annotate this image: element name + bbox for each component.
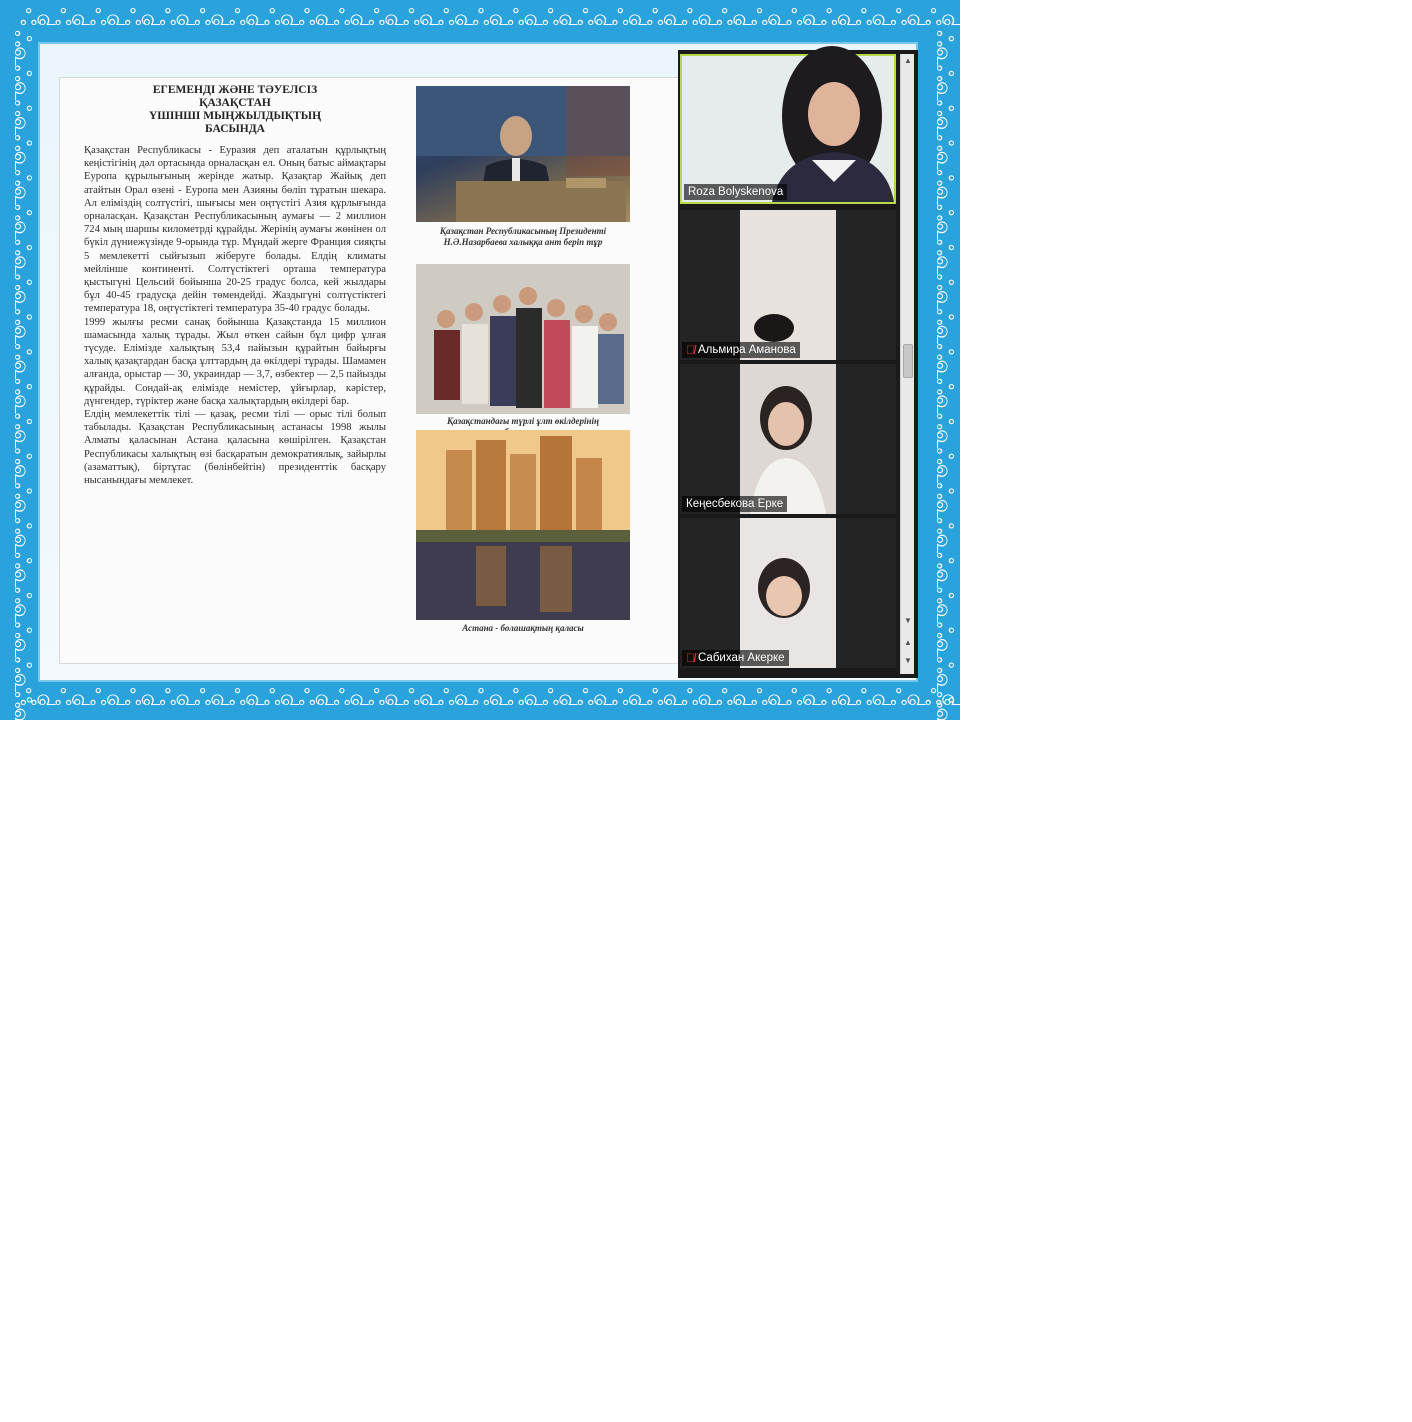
video-gallery-panel bbox=[678, 50, 918, 678]
book-text-column bbox=[60, 78, 400, 663]
participant-video bbox=[740, 364, 836, 514]
ornament-right: ஃ௳ஃ௳ஃ௳ஃ௳ஃ௳ஃ௳ஃ௳ஃ௳ஃ௳ஃ௳ஃ௳ஃ௳ஃ௳ஃ௳ஃ௳ஃ௳ஃ௳ஃ௳ஃ௳ஃ௳ஃ௳ஃ௳ஃ௳ஃ௳ஃ௳ஃ௳ஃ௳ஃ௳ஃ௳ஃ௳ஃ௳ஃ௳ஃ௳ஃ௳ஃ௳ஃ௳ஃ௳ஃ௳ஃ௳ஃ௳ bbox=[931, 30, 956, 1422]
photo-caption: Қазақстандағы түрлі ұлт өкілдерінің bbox=[447, 416, 599, 426]
participant-tile[interactable] bbox=[680, 518, 896, 668]
page-down-icon[interactable]: ▼ bbox=[904, 656, 912, 665]
president-illustration bbox=[416, 86, 630, 222]
microphone-muted-icon: 🎙̸ bbox=[686, 343, 695, 357]
shared-book-page bbox=[60, 78, 678, 663]
participant-name-tag bbox=[682, 342, 800, 358]
participant-tile[interactable] bbox=[680, 364, 896, 514]
teacher-illustration bbox=[682, 56, 894, 202]
book-body-text: Қазақстан Республикасы - Еуразия деп аталатын құрлықтың кеңістігінің дәл ортасында орналасқан ел. Оның батыс аймақтары Еуропа құрылығының жерінде жатыр. Қазақтар Жайық деп атайтын Орал өзені - Еуропа мен Азияны бөліп тұратын шекара. Ал еліміздің солтүстігі, шығысы мен оңтүстігі Азия құрлығында орналасқан. Қазақстан Республикасының аумағы — 2 миллион 724 мың шаршы километрді құрайды. Жерінің аумағы жөнінен ол бүкіл дүниежүзінде 9-орында тұр. Мұндай жерге Франция сияқты 5 мемлекетті сыйғызып жіберуге болады. Елдің климаты мейлінше континенті. Солтүстіктегі орташа температура қыстыгүні Цельсий бойынша 20-25 градус болса, кей жылдары бұл 40-45 градусқа дейін төмендейді. Жаздыгүні солтүстіктегі температура 18, оңтүстіктегі температура 35-40 градус болады. 1999 жылғы ресми санақ бойынша Қазақстанда 15 миллион шамасында халық тұрады. Жыл өткен сайын бұл цифр ұлғая түсуде. Елімізде халықтың 53,4 пайызын құрайтын байырғы халық қазақтардан басқа ұлттардың да өкілдері тұрады. Шамамен алғанда, орыстар — 30, украиндар — 3,7, өзбектер — 2,5 пайызды құрайды. Сондай-ақ елімізде немістер, ұйғырлар, кәрістер, дүнгендер, түріктер және басқа халықтардың өкілдері бар. Елдің мемлекеттік тілі — қазақ, ресми тілі — орыс тілі болып табылады. Қазақстан Республикасының астанасы 1998 жылы Алматы қаласынан Астана қаласына көшірілген. Қазақстан Республикасы халықтың өзі басқаратын демократиялық, зайырлы (азаматтық), біртұтас (бөлінбейтін) президенттік басқару нысанындағы мемлекет. bbox=[84, 145, 386, 487]
photo-caption: Астана - болашақтың қаласы bbox=[462, 623, 584, 633]
participant-name-tag bbox=[684, 184, 787, 200]
page-up-icon[interactable]: ▲ bbox=[904, 638, 912, 647]
gallery-scrollbar[interactable] bbox=[900, 54, 914, 674]
student-illustration bbox=[740, 210, 836, 360]
chevron-down-icon[interactable]: ▼ bbox=[904, 616, 912, 625]
president-photo bbox=[416, 86, 630, 222]
ornament-top: ஃ௳ஃ௳ஃ௳ஃ௳ஃ௳ஃ௳ஃ௳ஃ௳ஃ௳ஃ௳ஃ௳ஃ௳ஃ௳ஃ௳ஃ௳ஃ௳ஃ௳ஃ௳ஃ௳ஃ௳ஃ௳ஃ௳ஃ௳ஃ௳ஃ௳ஃ௳ஃ௳ஃ௳ஃ௳ஃ௳ஃ௳ஃ௳ஃ௳ஃ௳ஃ௳ஃ௳ஃ௳ஃ௳ஃ௳ஃ௳ bbox=[20, 6, 1412, 31]
student-illustration bbox=[740, 518, 836, 668]
astana-photo bbox=[416, 430, 630, 620]
microphone-muted-icon: 🎙̸ bbox=[686, 651, 695, 665]
scroll-thumb[interactable] bbox=[903, 344, 913, 378]
student-illustration bbox=[740, 364, 836, 514]
participant-video bbox=[740, 518, 836, 668]
participant-name: Альмира Аманова bbox=[698, 344, 796, 356]
participant-video bbox=[682, 56, 894, 202]
book-photo-column bbox=[408, 78, 678, 663]
participant-name: Кеңесбекова Ерке bbox=[686, 498, 784, 510]
participant-name-tag bbox=[682, 650, 789, 666]
astana-illustration bbox=[416, 430, 630, 620]
participant-tile[interactable] bbox=[680, 54, 896, 204]
children-illustration bbox=[416, 264, 630, 414]
participant-name: Roza Bolyskenova bbox=[688, 186, 784, 198]
participant-tile[interactable] bbox=[680, 210, 896, 360]
ornament-bottom: ஃ௳ஃ௳ஃ௳ஃ௳ஃ௳ஃ௳ஃ௳ஃ௳ஃ௳ஃ௳ஃ௳ஃ௳ஃ௳ஃ௳ஃ௳ஃ௳ஃ௳ஃ௳ஃ௳ஃ௳ஃ௳ஃ௳ஃ௳ஃ௳ஃ௳ஃ௳ஃ௳ஃ௳ஃ௳ஃ௳ஃ௳ஃ௳ஃ௳ஃ௳ஃ௳ஃ௳ஃ௳ஃ௳ஃ௳ஃ௳ bbox=[20, 686, 1412, 711]
chevron-up-icon[interactable]: ▲ bbox=[904, 56, 912, 65]
participant-name-tag bbox=[682, 496, 787, 512]
ornament-left: ஃ௳ஃ௳ஃ௳ஃ௳ஃ௳ஃ௳ஃ௳ஃ௳ஃ௳ஃ௳ஃ௳ஃ௳ஃ௳ஃ௳ஃ௳ஃ௳ஃ௳ஃ௳ஃ௳ஃ௳ஃ௳ஃ௳ஃ௳ஃ௳ஃ௳ஃ௳ஃ௳ஃ௳ஃ௳ஃ௳ஃ௳ஃ௳ஃ௳ஃ௳ஃ௳ஃ௳ஃ௳ஃ௳ஃ௳ஃ௳ bbox=[9, 30, 34, 1422]
photo-caption: Қазақстан Республикасының Президенті Н.Ә.Назарбаева халыққа ант беріп тұр bbox=[439, 226, 607, 247]
participant-video bbox=[740, 210, 836, 360]
participant-name: Сабихан Акерке bbox=[698, 652, 785, 664]
children-photo bbox=[416, 264, 630, 414]
book-title: ЕГЕМЕНДІ ЖӘНЕ ТӘУЕЛСІЗ ҚАЗАҚСТАН ҮШІНШІ МЫҢЖЫЛДЫҚТЫҢ БАСЫНДА bbox=[148, 84, 322, 135]
